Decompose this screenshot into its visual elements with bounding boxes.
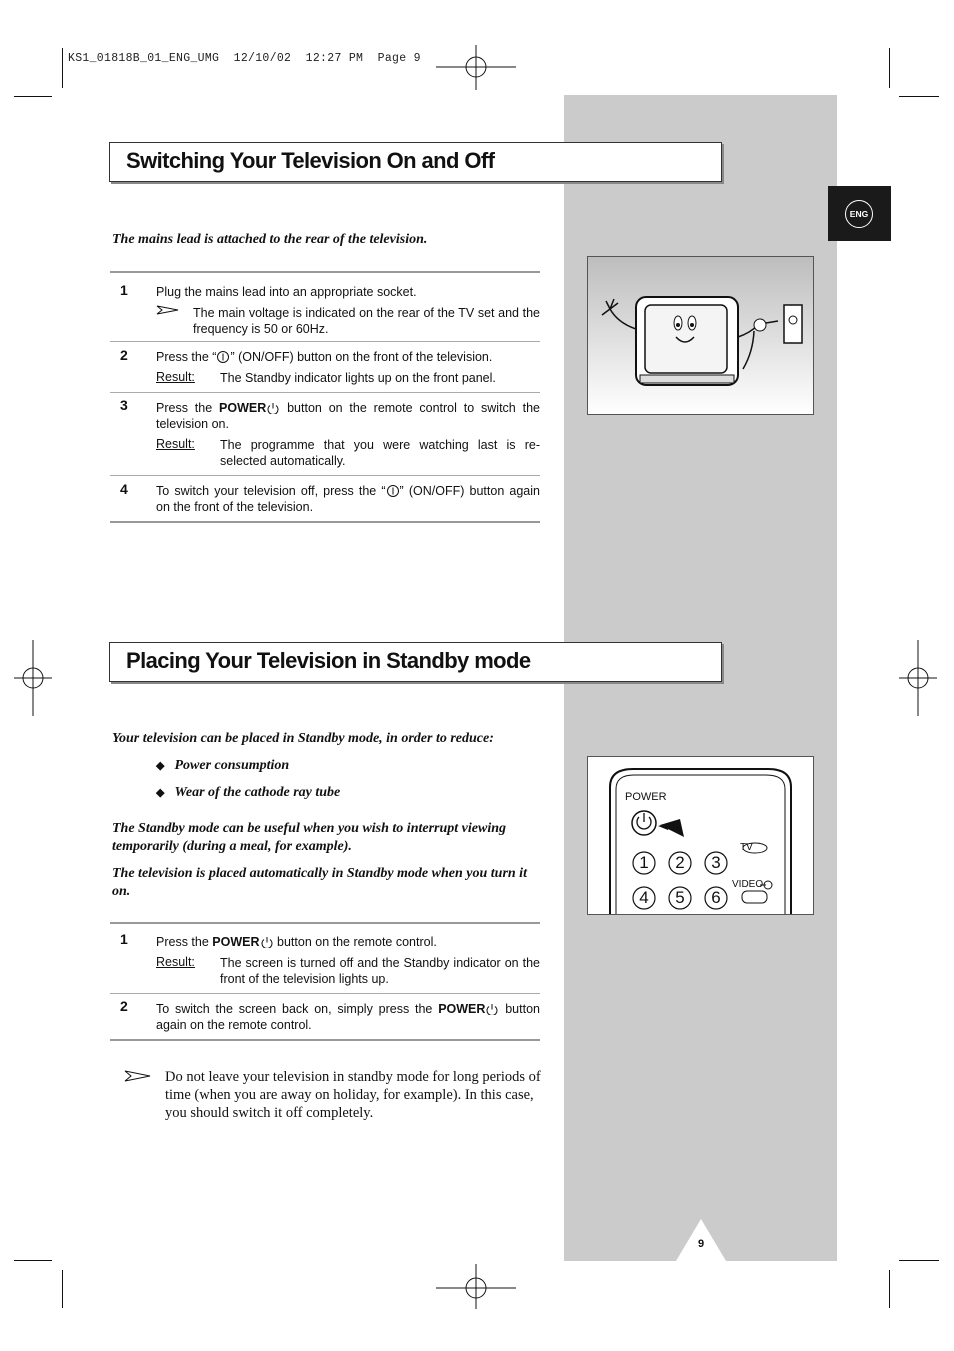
result-text: The programme that you were watching last is re-selected automatically. bbox=[220, 438, 540, 468]
section2-paragraph: The Standby mode can be useful when you wish to interrupt viewing temporarily (during a meal, for example). bbox=[112, 821, 506, 854]
print-header: KS1_01818B_01_ENG_UMG 12/10/02 12:27 PM Page 9 bbox=[68, 52, 421, 65]
step-text: Plug the mains lead into an appropriate socket. bbox=[156, 285, 417, 299]
divider bbox=[110, 1039, 540, 1041]
remote-key-5: 5 bbox=[675, 888, 685, 907]
remote-key-1: 1 bbox=[639, 853, 649, 872]
divider bbox=[110, 392, 540, 393]
divider bbox=[110, 922, 540, 924]
diamond-bullet-icon: ◆ bbox=[156, 760, 165, 772]
step-text: Press the POWER button on the remote control to switch the television on. bbox=[156, 401, 540, 431]
section2-paragraph: The television is placed automatically in Standby mode when you turn it on. bbox=[112, 866, 527, 899]
section2-title-box bbox=[109, 642, 722, 682]
on-off-icon bbox=[216, 351, 230, 363]
power-icon bbox=[266, 402, 280, 414]
on-off-icon bbox=[386, 485, 400, 497]
result-label: Result: bbox=[156, 955, 195, 969]
step-text: To switch your television off, press the “ ” (ON/OFF) button again on the front of the television. bbox=[156, 484, 540, 514]
step-number: 1 bbox=[120, 931, 128, 947]
diamond-bullet-icon: ◆ bbox=[156, 787, 165, 799]
power-icon bbox=[485, 1003, 499, 1015]
section1-title-box bbox=[109, 142, 722, 182]
language-tab-label: ENG bbox=[845, 200, 873, 228]
result-text: The screen is turned off and the Standby indicator on the front of the television lights up. bbox=[220, 956, 540, 986]
remote-key-6: 6 bbox=[711, 888, 721, 907]
remote-illustration bbox=[587, 756, 814, 915]
step-number: 4 bbox=[120, 481, 128, 497]
divider bbox=[110, 993, 540, 994]
divider bbox=[110, 521, 540, 523]
note-arrow-icon bbox=[124, 1068, 152, 1084]
remote-tv-label: TV bbox=[740, 842, 753, 853]
section1-intro: The mains lead is attached to the rear of the television. bbox=[112, 232, 428, 247]
list-item: ◆ Power consumption bbox=[156, 758, 290, 773]
step-note: The main voltage is indicated on the rear of the TV set and the frequency is 50 or 60Hz. bbox=[193, 306, 540, 336]
remote-key-4: 4 bbox=[639, 888, 649, 907]
remote-key-3: 3 bbox=[711, 853, 721, 872]
remote-power-label: POWER bbox=[625, 791, 667, 803]
step-number: 1 bbox=[120, 282, 128, 298]
section2-intro: Your television can be placed in Standby mode, in order to reduce: bbox=[112, 731, 494, 746]
language-tab bbox=[828, 186, 891, 241]
note-arrow-icon bbox=[156, 303, 180, 317]
divider bbox=[110, 475, 540, 476]
page-number-marker bbox=[676, 1219, 726, 1261]
step-number: 2 bbox=[120, 347, 128, 363]
divider bbox=[110, 271, 540, 273]
section1-title: Switching Your Television On and Off bbox=[126, 148, 495, 173]
result-label: Result: bbox=[156, 437, 195, 451]
step-number: 3 bbox=[120, 397, 128, 413]
result-label: Result: bbox=[156, 370, 195, 384]
section2-title: Placing Your Television in Standby mode bbox=[126, 648, 531, 673]
list-item: ◆ Wear of the cathode ray tube bbox=[156, 785, 341, 800]
step-text: To switch the screen back on, simply press the POWER button again on the remote control. bbox=[156, 1002, 540, 1032]
remote-video-label: VIDEO bbox=[732, 879, 764, 890]
note-text: Do not leave your television in standby mode for long periods of time (when you are away on holiday, for example). In this case, you should switch it off completely. bbox=[165, 1069, 541, 1121]
step-number: 2 bbox=[120, 998, 128, 1014]
page-number: 9 bbox=[697, 1238, 705, 1250]
divider bbox=[110, 341, 540, 342]
result-text: The Standby indicator lights up on the front panel. bbox=[220, 371, 496, 385]
step-text: Press the POWER button on the remote control. bbox=[156, 935, 437, 949]
step-text: Press the “ ” (ON/OFF) button on the front of the television. bbox=[156, 350, 493, 364]
remote-key-2: 2 bbox=[675, 853, 685, 872]
tv-illustration bbox=[587, 256, 814, 415]
power-icon bbox=[260, 936, 274, 948]
bullet-list bbox=[156, 758, 340, 801]
